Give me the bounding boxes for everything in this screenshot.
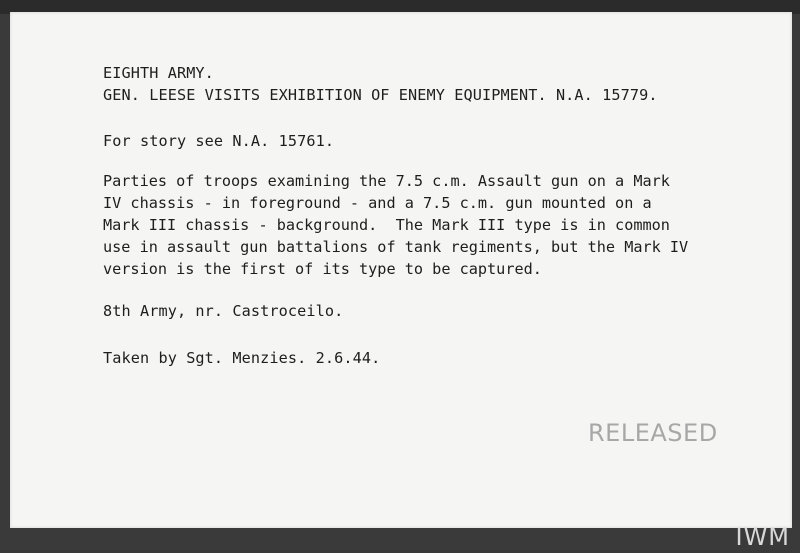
caption-body <box>103 170 688 280</box>
caption-body-line: Parties of troops examining the 7.5 c.m. Assault gun on a Mark <box>103 172 670 190</box>
story-reference: For story see N.A. 15761. <box>103 132 335 150</box>
location-line: 8th Army, nr. Castroceilo. <box>103 302 344 320</box>
photographer-credit: Taken by Sgt. Menzies. 2.6.44. <box>103 349 381 367</box>
caption-card <box>10 12 792 528</box>
heading-title: GEN. LEESE VISITS EXHIBITION OF ENEMY EQUIPMENT. N.A. 15779. <box>103 86 658 104</box>
released-stamp: RELEASED <box>588 419 718 447</box>
caption-body-line: IV chassis - in foreground - and a 7.5 c.m. gun mounted on a <box>103 194 652 212</box>
heading-unit: EIGHTH ARMY. <box>103 64 214 82</box>
caption-body-line: Mark III chassis - background. The Mark III type is in common <box>103 216 670 234</box>
iwm-watermark: IWM <box>735 523 790 551</box>
caption-body-line: version is the first of its type to be captured. <box>103 260 542 278</box>
caption-body-line: use in assault gun battalions of tank regiments, but the Mark IV <box>103 238 689 256</box>
